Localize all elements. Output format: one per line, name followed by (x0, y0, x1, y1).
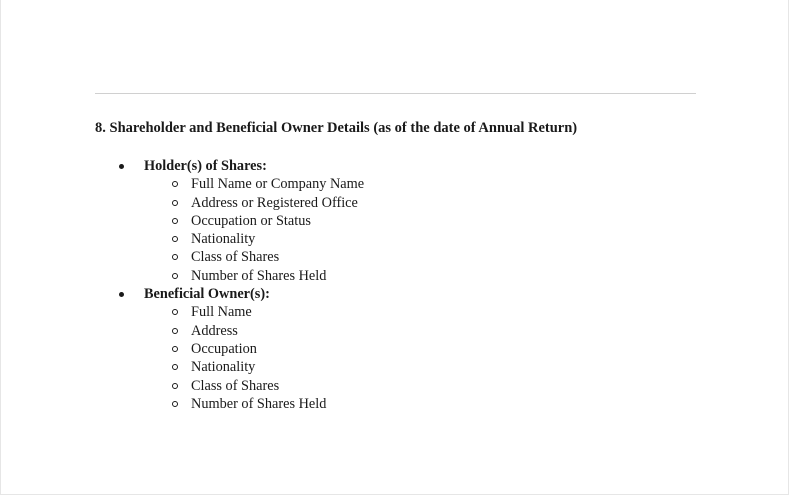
circle-bullet-icon (172, 218, 178, 224)
sub-list-item: Address or Registered Office (119, 194, 619, 212)
sub-list-item: Address (119, 322, 619, 340)
circle-bullet-icon (172, 254, 178, 260)
circle-bullet-icon (172, 383, 178, 389)
list-item-beneficial-owners (119, 285, 619, 303)
circle-bullet-icon (172, 236, 178, 242)
circle-bullet-icon (172, 273, 178, 279)
circle-bullet-icon (172, 181, 178, 187)
section-heading: 8. Shareholder and Beneficial Owner Details (as of the date of Annual Return) (95, 120, 578, 136)
sub-list-item: Nationality (119, 230, 619, 248)
sub-list-item: Number of Shares Held (119, 267, 619, 285)
circle-bullet-icon (172, 200, 178, 206)
sub-list-item: Class of Shares (119, 377, 619, 395)
sub-list-item: Class of Shares (119, 248, 619, 266)
sub-list-item: Occupation or Status (119, 212, 619, 230)
sub-list-item: Full Name or Company Name (119, 175, 619, 193)
sub-list-item: Full Name (119, 303, 619, 321)
list-item-holders (119, 157, 619, 175)
group-title: Beneficial Owner(s): (144, 286, 270, 303)
bulleted-list (119, 157, 619, 413)
sub-list-item: Occupation (119, 340, 619, 358)
circle-bullet-icon (172, 346, 178, 352)
circle-bullet-icon (172, 401, 178, 407)
horizontal-rule (95, 93, 696, 94)
circle-bullet-icon (172, 309, 178, 315)
sub-list-item: Number of Shares Held (119, 395, 619, 413)
bullet-icon (119, 292, 124, 297)
group-title: Holder(s) of Shares: (144, 158, 267, 174)
bullet-icon (119, 164, 124, 169)
sub-list-item: Nationality (119, 358, 619, 376)
circle-bullet-icon (172, 328, 178, 334)
circle-bullet-icon (172, 364, 178, 370)
